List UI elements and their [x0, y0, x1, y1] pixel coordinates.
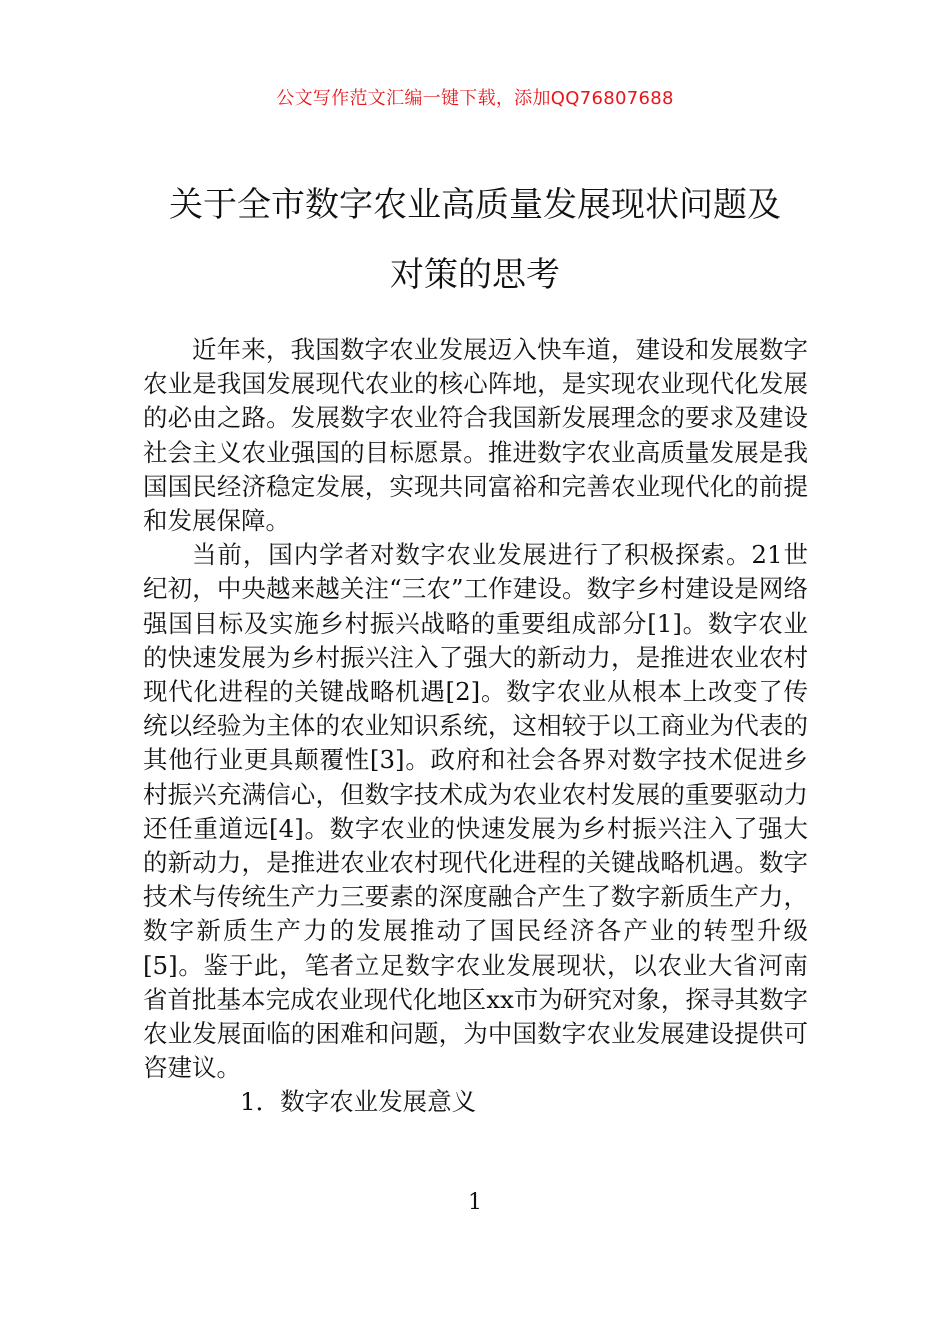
title-line-1: 关于全市数字农业高质量发展现状问题及 [169, 185, 781, 225]
document-title [130, 170, 820, 310]
header-download-note: 公文写作范文汇编一键下载，添加QQ76807688 [276, 88, 674, 109]
paragraph-research-status: 当前，国内学者对数字农业发展进行了积极探索。21世纪初，中央越来越关注“三农”工作建设。数字乡村建设是网络强国目标及实施乡村振兴战略的重要组成部分[1]。数字农业的快速发展为乡村振兴注入了强大的新动力，是推进农业农村现代化进程的关键战略机遇[2]。数字农业从根本上改变了传统以经验为主体的农业知识系统，这相较于以工商业为代表的其他行业更具颠覆性[3]。政府和社会各界对数字技术促进乡村振兴充满信心，但数字技术成为农业农村发展的重要驱动力还任重道远[4]。数字农业的快速发展为乡村振兴注入了强大的新动力，是推进农业农村现代化进程的关键战略机遇。数字技术与传统生产力三要素的深度融合产生了数字新质生产力，数字新质生产力的发展推动了国民经济各产业的转型升级[5]。鉴于此，笔者立足数字农业发展现状，以农业大省河南省首批基本完成农业现代化地区xx市为研究对象，探寻其数字农业发展面临的困难和问题，为中国数字农业发展建设提供可咨建议。 [143, 540, 808, 1083]
title-line-2: 对策的思考 [390, 255, 560, 295]
paragraph-intro: 近年来，我国数字农业发展迈入快车道，建设和发展数字农业是我国发展现代农业的核心阵地，是实现农业现代化发展的必由之路。发展数字农业符合我国新发展理念的要求及建设社会主义农业强国的目标愿景。推进数字农业高质量发展是我国国民经济稳定发展，实现共同富裕和完善农业现代化的前提和发展保障。 [143, 335, 808, 536]
page-number: 1 [468, 1190, 482, 1215]
body-text [143, 333, 808, 1120]
section-heading: 1．数字农业发展意义 [240, 1087, 477, 1117]
